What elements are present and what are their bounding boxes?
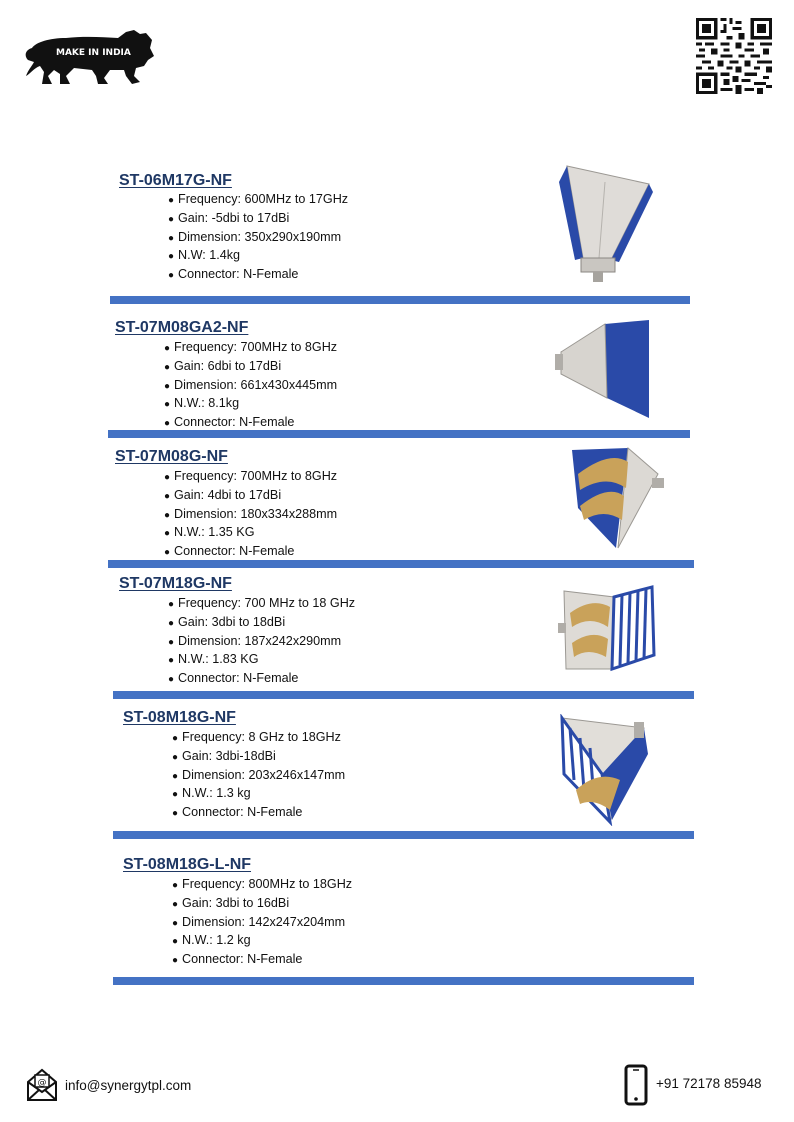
spec-connector: ● Connector: N-Female [172,805,303,820]
svg-text:MAKE IN INDIA: MAKE IN INDIA [56,48,131,58]
spec-frequency: ● Frequency: 700 MHz to 18 GHz [168,596,356,610]
spec-gain: ● Gain: 4dbi to 17dBi [164,487,282,502]
spec-weight: ● N.W.: 1.35 KG [164,525,255,540]
spec-weight: ● N.W.: 1.83 KG [168,652,259,667]
spec-gain: ● Gain: 3dbi to 18dBi [168,614,286,629]
spec-gain: ● Gain: 3dbi-18dBi [172,748,276,763]
qr-code-icon [696,18,772,94]
mobile-phone-icon [624,1064,648,1106]
product-1-title: ST-06M17G-NF [119,172,232,189]
make-in-india-lion-logo [22,26,156,88]
section-divider [108,560,694,568]
product-3-image [566,444,670,554]
spec-connector: ● Connector: N-Female [168,267,299,282]
product-1-specs [168,191,348,285]
spec-connector: ● Connector: N-Female [172,952,303,967]
spec-connector: ● Connector: N-Female [164,415,295,430]
spec-weight: ● N.W.: 1.3 kg [172,786,251,801]
spec-connector: ● Connector: N-Female [164,544,295,559]
product-3-title: ST-07M08G-NF [115,448,228,465]
product-5-specs [172,729,345,823]
spec-weight: ● N.W.: 1.2 kg [172,933,251,948]
product-2-image [553,318,663,422]
product-4-image [556,585,660,677]
spec-frequency: ● Frequency: 600MHz to 17GHz [168,192,349,206]
spec-connector: ● Connector: N-Female [168,671,299,686]
spec-gain: ● Gain: -5dbi to 17dBi [168,210,290,225]
spec-dimension: ● Dimension: 203x246x147mm [172,767,346,782]
product-4-specs [168,595,355,689]
spec-weight: ● N.W: 1.4kg [168,248,241,263]
spec-dimension: ● Dimension: 142x247x204mm [172,914,346,929]
section-divider [108,430,690,438]
section-divider [113,831,694,839]
product-2-specs [164,339,337,433]
product-5-image [558,714,662,826]
spec-gain: ● Gain: 6dbi to 17dBi [164,358,282,373]
product-4-title: ST-07M18G-NF [119,575,232,592]
spec-dimension: ● Dimension: 661x430x445mm [164,377,338,392]
product-5-title: ST-08M18G-NF [123,709,236,726]
footer-phone[interactable]: +91 72178 85948 [656,1076,762,1091]
spec-weight: ● N.W.: 8.1kg [164,396,240,411]
spec-dimension: ● Dimension: 180x334x288mm [164,506,338,521]
footer-email[interactable]: info@synergytpl.com [65,1078,192,1093]
svg-text:@: @ [37,1078,47,1088]
product-6-specs [172,876,352,970]
section-divider [110,296,690,304]
product-2-title: ST-07M08GA2-NF [115,319,249,336]
product-6-title: ST-08M18G-L-NF [123,856,252,873]
spec-frequency: ● Frequency: 8 GHz to 18GHz [172,730,341,744]
spec-dimension: ● Dimension: 350x290x190mm [168,229,342,244]
product-1-image [553,162,655,288]
product-3-specs [164,468,337,562]
spec-gain: ● Gain: 3dbi to 16dBi [172,895,290,910]
spec-frequency: ● Frequency: 800MHz to 18GHz [172,877,353,891]
email-icon [26,1068,58,1102]
spec-frequency: ● Frequency: 700MHz to 8GHz [164,469,338,483]
section-divider [113,691,694,699]
spec-frequency: ● Frequency: 700MHz to 8GHz [164,340,338,354]
spec-dimension: ● Dimension: 187x242x290mm [168,633,342,648]
section-divider [113,977,694,985]
